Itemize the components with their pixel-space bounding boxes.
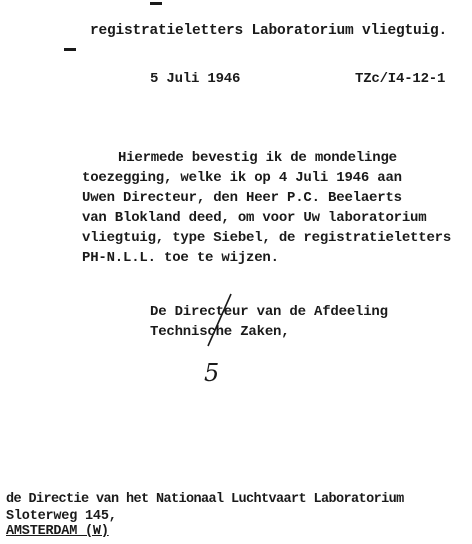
signature-mark: 5 [204, 359, 220, 387]
body-line: Hiermede bevestig ik de mondelinge [118, 150, 397, 166]
addressee-line: Sloterweg 145, [6, 509, 117, 524]
body-line: van Blokland deed, om voor Uw laboratorium [82, 210, 427, 226]
body-line: vliegtuig, type Siebel, de registratieletters [82, 230, 452, 246]
body-line: PH-N.L.L. toe te wijzen. [82, 250, 279, 266]
reference-number: TZc/I4-12-1 [355, 71, 446, 87]
letter-date: 5 Juli 1946 [150, 71, 241, 87]
addressee-line: AMSTERDAM (W) [6, 524, 109, 539]
subject-line: registratieletters Laboratorium vliegtuig. [90, 23, 448, 39]
body-line: Uwen Directeur, den Heer P.C. Beelaerts [82, 190, 402, 206]
closing-line: De Directeur van de Afdeeling [150, 304, 388, 320]
closing-line: Technische Zaken, [150, 324, 290, 340]
addressee-line: de Directie van het Nationaal Luchtvaart Laboratorium [6, 492, 404, 507]
body-line: toezegging, welke ik op 4 Juli 1946 aan [82, 170, 402, 186]
